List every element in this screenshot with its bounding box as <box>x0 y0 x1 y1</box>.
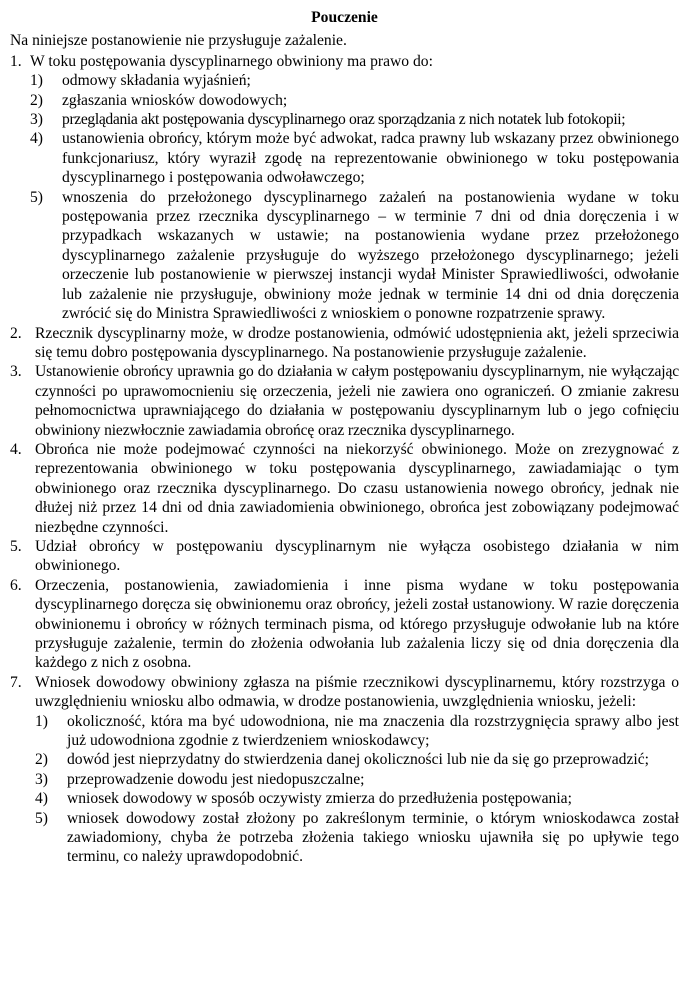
list-item-5 <box>10 537 679 576</box>
item-text: Wniosek dowodowy obwiniony zgłasza na piśmie rzecznikowi dyscyplinarnemu, który rozstrzyga o uwzględnieniu wniosku albo odmawia, w drodze postanowienia, uwzględnienia wniosku, jeżeli: <box>35 673 679 711</box>
item-number: 1. <box>10 52 22 70</box>
sub-item-text: przeglądania akt postępowania dyscyplinarnego oraz sporządzania z nich notatek lub fotokopii; <box>62 111 626 129</box>
sub-item-number: 3) <box>30 111 43 129</box>
sub-item-number: 3) <box>35 770 48 788</box>
sub-item-text: odmowy składania wyjaśnień; <box>62 72 251 90</box>
list-item-4 <box>10 440 679 537</box>
sub-item-text: wniosek dowodowy w sposób oczywisty zmierza do przedłużenia postępowania; <box>67 790 572 808</box>
sub-item-number: 5) <box>30 188 43 206</box>
sub-item-1-3 <box>30 110 679 129</box>
item-number: 5. <box>10 537 22 555</box>
sub-item-text: dowód jest nieprzydatny do stwierdzenia danej okoliczności lub nie da się go przeprowadzić; <box>67 751 649 769</box>
item-text: Obrońca nie może podejmować czynności na niekorzyść obwinionego. Może on zrezygnować z reprezentowania obwinionego w toku postępowania dyscyplinarnego, zawiadamiając o tym obwinionego oraz rzecznika dyscyplinarnego. Do czasu ustanowienia nowego obrońcy, jednak nie dłużej niż przez 14 dni od dnia zawiadomienia obwinionego, obrońca jest zobowiązany podejmować niezbędne czynności. <box>35 440 679 536</box>
item-text: Udział obrońcy w postępowaniu dyscyplinarnym nie wyłącza osobistego działania w nim obwinionego. <box>35 537 679 575</box>
list-item-2 <box>10 324 679 363</box>
item-text: Ustanowienie obrońcy uprawnia go do działania w całym postępowaniu dyscyplinarnym, nie wyłączając czynności po uprawomocnieniu się orzeczenia, jeżeli nie zawiera ono ograniczeń. O zmianie zakresu pełnomocnictwa uprawniającego do działania w postępowaniu dyscyplinarnym lub o jego cofnięciu obwiniony niezwłocznie zawiadamia obrońcę oraz rzecznika dyscyplinarnego. <box>35 363 679 439</box>
sub-item-number: 4) <box>30 130 43 148</box>
item-number: 4. <box>10 440 22 458</box>
list-item-1 <box>10 52 679 71</box>
item-text: W toku postępowania dyscyplinarnego obwiniony ma prawo do: <box>30 52 433 70</box>
sub-item-number: 2) <box>30 91 43 109</box>
item-number: 2. <box>10 324 22 342</box>
document-title: Pouczenie <box>311 9 378 26</box>
sub-item-number: 1) <box>30 72 43 90</box>
sub-item-text: ustanowienia obrońcy, którym może być adwokat, radca prawny lub wskazany przez obwinionego funkcjonariusz, który wyraził zgodę na reprezentowanie obwinionego w toku postępowania dyscyplinarnego i postępowania odwoławczego; <box>62 130 679 187</box>
item-text: Orzeczenia, postanowienia, zawiadomienia i inne pisma wydane w toku postępowania dyscyplinarnego doręcza się obwinionemu oraz obrońcy, jeżeli został ustanowiony. W razie doręczenia obwinionemu i obrońcy w różnych terminach pisma, od którego przysługuje odwołanie lub na które przysługuje zażalenie, termin do złożenia odwołania lub zażalenia liczy się od dnia doręczenia dla każdego z nich z osobna. <box>35 576 679 672</box>
sub-item-text: wniosek dowodowy został złożony po zakreślonym terminie, o którym wnioskodawca został zawiadomiony, chyba że potrzeba złożenia takiego wniosku ujawniła się po upływie tego terminu, co należy uprawdopodobnić. <box>67 809 679 866</box>
sub-item-7-1 <box>35 712 679 751</box>
sub-item-number: 1) <box>35 712 48 730</box>
sub-item-7-2 <box>35 750 679 769</box>
list-item-6 <box>10 576 679 673</box>
list-item-7 <box>10 673 679 867</box>
item-text: Rzecznik dyscyplinarny może, w drodze postanowienia, odmówić udostępnienia akt, jeżeli sprzeciwia się temu dobro postępowania dyscyplinarnego. Na postanowienie przysługuje zażalenie. <box>35 324 679 361</box>
sub-item-1-4 <box>30 129 679 187</box>
item-number: 7. <box>10 673 22 691</box>
sub-item-7-5 <box>35 809 679 867</box>
intro-paragraph: Na niniejsze postanowienie nie przysługuje zażalenie. <box>10 32 347 50</box>
sub-item-number: 2) <box>35 751 48 769</box>
sub-item-text: okoliczność, która ma być udowodniona, nie ma znaczenia dla rozstrzygnięcia sprawy albo jest już udowodniona zgodnie z twierdzeniem wnioskodawcy; <box>67 712 679 750</box>
sub-item-1-5 <box>30 188 679 324</box>
sub-item-text: przeprowadzenie dowodu jest niedopuszczalne; <box>67 770 365 788</box>
sub-item-text: zgłaszania wniosków dowodowych; <box>62 91 288 109</box>
sub-item-1-1 <box>30 71 679 90</box>
sub-item-text: wnoszenia do przełożonego dyscyplinarnego zażaleń na postanowienia wydane w toku postępowania przez rzecznika dyscyplinarnego – w terminie 7 dni od dnia doręczenia i w przypadkach wskazanych w ustawie; na postanowienia wydane przez przełożonego dyscyplinarnego zażalenie przysługuje do wyższego przełożonego dyscyplinarnego; jeżeli orzeczenie lub postanowienie w pierwszej instancji wydał Minister Sprawiedliwości, odwołanie lub zażalenie nie przysługuje, obwiniony może jednak w terminie 14 dni od dnia doręczenia zwrócić się do Ministra Sprawiedliwości z wnioskiem o ponowne rozpatrzenie sprawy. <box>62 188 679 323</box>
sub-item-number: 5) <box>35 809 48 827</box>
item-number: 6. <box>10 576 22 594</box>
sub-item-1-2 <box>30 91 679 110</box>
item-number: 3. <box>10 363 22 381</box>
sub-item-7-3 <box>35 770 679 789</box>
item-body <box>35 673 679 867</box>
list-item-3 <box>10 362 679 440</box>
sub-item-number: 4) <box>35 790 48 808</box>
sub-item-7-4 <box>35 789 679 808</box>
